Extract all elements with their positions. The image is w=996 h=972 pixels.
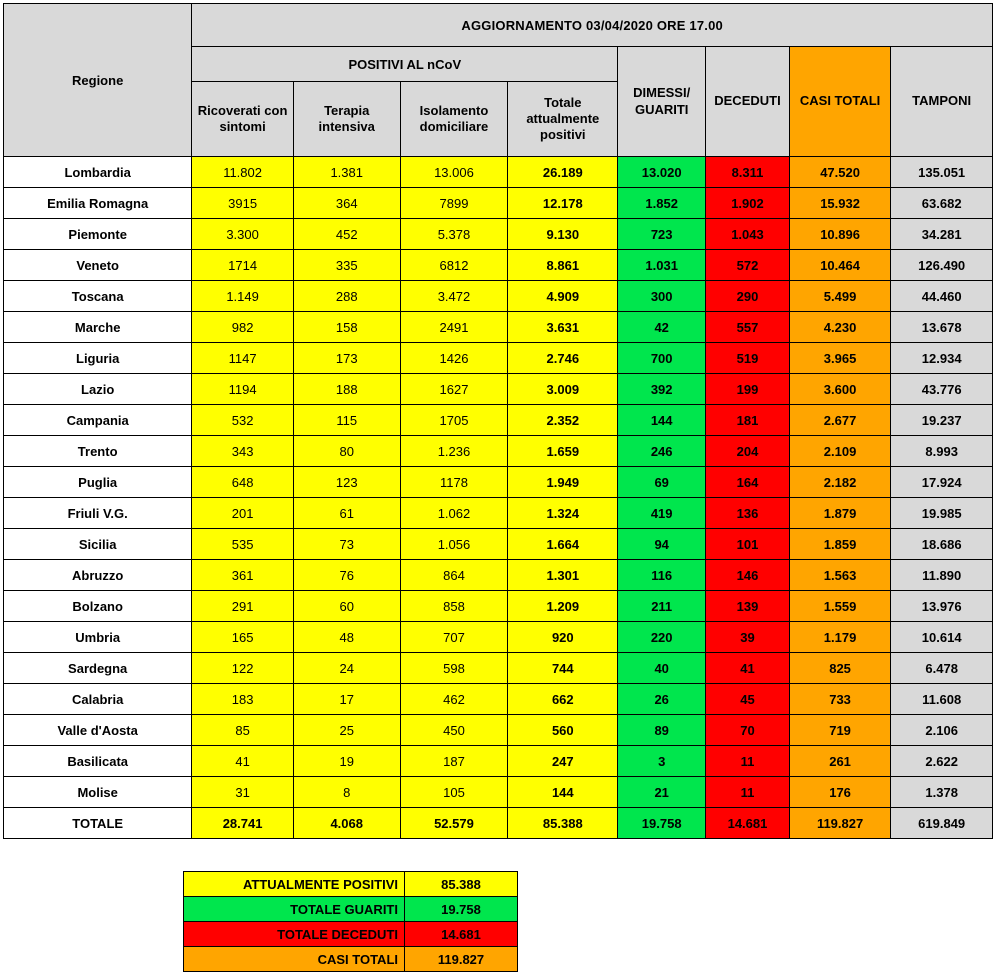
cell-umbria-c8: 10.614 xyxy=(891,622,993,653)
cell-liguria-c8: 12.934 xyxy=(891,343,993,374)
cell-veneto-c5: 1.031 xyxy=(618,250,706,281)
cell-molise-c8: 1.378 xyxy=(891,777,993,808)
region-cell-abruzzo: Abruzzo xyxy=(4,560,192,591)
cell-emilia-romagna-c3: 7899 xyxy=(400,188,508,219)
table-row xyxy=(4,622,993,653)
region-cell-calabria: Calabria xyxy=(4,684,192,715)
cell-toscana-c6: 290 xyxy=(706,281,790,312)
cell-abruzzo-c5: 116 xyxy=(618,560,706,591)
cell-marche-c4: 3.631 xyxy=(508,312,618,343)
cell-friuli-v-g-c6: 136 xyxy=(706,498,790,529)
header-col-totale-positivi: Totale attualmente positivi xyxy=(508,82,618,157)
legend-row-totale-deceduti xyxy=(184,922,518,947)
cell-umbria-c6: 39 xyxy=(706,622,790,653)
cell-piemonte-c6: 1.043 xyxy=(706,219,790,250)
cell-lombardia-c5: 13.020 xyxy=(618,157,706,188)
region-cell-valle-d-aosta: Valle d'Aosta xyxy=(4,715,192,746)
cell-basilicata-c6: 11 xyxy=(706,746,790,777)
cell-molise-c2: 8 xyxy=(293,777,400,808)
cell-sardegna-c1: 122 xyxy=(192,653,294,684)
cell-friuli-v-g-c3: 1.062 xyxy=(400,498,508,529)
table-row xyxy=(4,405,993,436)
cell-puglia-c5: 69 xyxy=(618,467,706,498)
cell-friuli-v-g-c5: 419 xyxy=(618,498,706,529)
cell-campania-c3: 1705 xyxy=(400,405,508,436)
cell-toscana-c1: 1.149 xyxy=(192,281,294,312)
table-row xyxy=(4,715,993,746)
region-cell-campania: Campania xyxy=(4,405,192,436)
cell-liguria-c7: 3.965 xyxy=(789,343,891,374)
legend-value-totale-guariti: 19.758 xyxy=(405,897,518,922)
cell-marche-c6: 557 xyxy=(706,312,790,343)
cell-lazio-c8: 43.776 xyxy=(891,374,993,405)
region-cell-lazio: Lazio xyxy=(4,374,192,405)
table-row xyxy=(4,560,993,591)
cell-marche-c1: 982 xyxy=(192,312,294,343)
cell-sicilia-c2: 73 xyxy=(293,529,400,560)
cell-toscana-c4: 4.909 xyxy=(508,281,618,312)
cell-friuli-v-g-c7: 1.879 xyxy=(789,498,891,529)
legend-row-casi-totali xyxy=(184,947,518,972)
legend-label-totale-deceduti: TOTALE DECEDUTI xyxy=(184,922,405,947)
cell-bolzano-c7: 1.559 xyxy=(789,591,891,622)
cell-veneto-c3: 6812 xyxy=(400,250,508,281)
cell-lombardia-c6: 8.311 xyxy=(706,157,790,188)
cell-calabria-c2: 17 xyxy=(293,684,400,715)
cell-liguria-c5: 700 xyxy=(618,343,706,374)
table-row xyxy=(4,219,993,250)
table-row xyxy=(4,436,993,467)
cell-liguria-c6: 519 xyxy=(706,343,790,374)
cell-abruzzo-c4: 1.301 xyxy=(508,560,618,591)
cell-trento-c6: 204 xyxy=(706,436,790,467)
cell-sicilia-c6: 101 xyxy=(706,529,790,560)
cell-valle-d-aosta-c1: 85 xyxy=(192,715,294,746)
cell-puglia-c1: 648 xyxy=(192,467,294,498)
cell-liguria-c2: 173 xyxy=(293,343,400,374)
cell-calabria-c1: 183 xyxy=(192,684,294,715)
cell-trento-c2: 80 xyxy=(293,436,400,467)
cell-umbria-c5: 220 xyxy=(618,622,706,653)
cell-marche-c7: 4.230 xyxy=(789,312,891,343)
cell-veneto-c7: 10.464 xyxy=(789,250,891,281)
table-row xyxy=(4,467,993,498)
cell-calabria-c3: 462 xyxy=(400,684,508,715)
cell-veneto-c2: 335 xyxy=(293,250,400,281)
cell-trento-c8: 8.993 xyxy=(891,436,993,467)
cell-emilia-romagna-c7: 15.932 xyxy=(789,188,891,219)
header-group-positivi: POSITIVI AL nCoV xyxy=(192,47,618,82)
cell-veneto-c6: 572 xyxy=(706,250,790,281)
cell-umbria-c7: 1.179 xyxy=(789,622,891,653)
cell-liguria-c4: 2.746 xyxy=(508,343,618,374)
regional-data-table xyxy=(3,3,993,839)
legend-row-totale-guariti xyxy=(184,897,518,922)
cell-lombardia-c1: 11.802 xyxy=(192,157,294,188)
header-col-tamponi: TAMPONI xyxy=(891,47,993,157)
cell-trento-c1: 343 xyxy=(192,436,294,467)
cell-sardegna-c6: 41 xyxy=(706,653,790,684)
region-cell-umbria: Umbria xyxy=(4,622,192,653)
cell-bolzano-c3: 858 xyxy=(400,591,508,622)
legend xyxy=(183,871,996,972)
cell-basilicata-c5: 3 xyxy=(618,746,706,777)
cell-abruzzo-c1: 361 xyxy=(192,560,294,591)
table-row xyxy=(4,777,993,808)
table-row xyxy=(4,250,993,281)
cell-bolzano-c4: 1.209 xyxy=(508,591,618,622)
header-col-casi-totali: CASI TOTALI xyxy=(789,47,891,157)
cell-puglia-c6: 164 xyxy=(706,467,790,498)
cell-bolzano-c6: 139 xyxy=(706,591,790,622)
cell-piemonte-c8: 34.281 xyxy=(891,219,993,250)
legend-table xyxy=(183,871,518,972)
cell-abruzzo-c3: 864 xyxy=(400,560,508,591)
cell-valle-d-aosta-c6: 70 xyxy=(706,715,790,746)
cell-campania-c4: 2.352 xyxy=(508,405,618,436)
legend-value-attualmente-positivi: 85.388 xyxy=(405,872,518,897)
cell-toscana-c8: 44.460 xyxy=(891,281,993,312)
header-col-dimessi-guariti: DIMESSI/ GUARITI xyxy=(618,47,706,157)
cell-sardegna-c7: 825 xyxy=(789,653,891,684)
cell-campania-c5: 144 xyxy=(618,405,706,436)
cell-piemonte-c1: 3.300 xyxy=(192,219,294,250)
cell-lazio-c6: 199 xyxy=(706,374,790,405)
region-cell-toscana: Toscana xyxy=(4,281,192,312)
cell-basilicata-c1: 41 xyxy=(192,746,294,777)
cell-umbria-c1: 165 xyxy=(192,622,294,653)
cell-calabria-c6: 45 xyxy=(706,684,790,715)
cell-totale-c3: 52.579 xyxy=(400,808,508,839)
cell-lazio-c4: 3.009 xyxy=(508,374,618,405)
region-cell-sicilia: Sicilia xyxy=(4,529,192,560)
header-col-ricoverati: Ricoverati con sintomi xyxy=(192,82,294,157)
cell-valle-d-aosta-c7: 719 xyxy=(789,715,891,746)
legend-label-casi-totali: CASI TOTALI xyxy=(184,947,405,972)
cell-marche-c8: 13.678 xyxy=(891,312,993,343)
cell-campania-c1: 532 xyxy=(192,405,294,436)
cell-abruzzo-c2: 76 xyxy=(293,560,400,591)
cell-calabria-c4: 662 xyxy=(508,684,618,715)
cell-piemonte-c7: 10.896 xyxy=(789,219,891,250)
cell-calabria-c7: 733 xyxy=(789,684,891,715)
covid-regional-table-page xyxy=(0,3,996,967)
cell-molise-c7: 176 xyxy=(789,777,891,808)
cell-basilicata-c4: 247 xyxy=(508,746,618,777)
region-cell-lombardia: Lombardia xyxy=(4,157,192,188)
table-row xyxy=(4,498,993,529)
cell-lombardia-c3: 13.006 xyxy=(400,157,508,188)
cell-sicilia-c7: 1.859 xyxy=(789,529,891,560)
cell-umbria-c2: 48 xyxy=(293,622,400,653)
region-cell-trento: Trento xyxy=(4,436,192,467)
table-row xyxy=(4,529,993,560)
cell-sardegna-c3: 598 xyxy=(400,653,508,684)
cell-trento-c4: 1.659 xyxy=(508,436,618,467)
table-row xyxy=(4,157,993,188)
cell-valle-d-aosta-c3: 450 xyxy=(400,715,508,746)
cell-abruzzo-c8: 11.890 xyxy=(891,560,993,591)
table-row xyxy=(4,684,993,715)
region-cell-marche: Marche xyxy=(4,312,192,343)
cell-totale-c8: 619.849 xyxy=(891,808,993,839)
cell-molise-c1: 31 xyxy=(192,777,294,808)
region-cell-veneto: Veneto xyxy=(4,250,192,281)
cell-molise-c5: 21 xyxy=(618,777,706,808)
cell-campania-c7: 2.677 xyxy=(789,405,891,436)
cell-toscana-c5: 300 xyxy=(618,281,706,312)
cell-sicilia-c5: 94 xyxy=(618,529,706,560)
cell-lombardia-c4: 26.189 xyxy=(508,157,618,188)
table-row xyxy=(4,591,993,622)
cell-calabria-c8: 11.608 xyxy=(891,684,993,715)
region-cell-basilicata: Basilicata xyxy=(4,746,192,777)
cell-bolzano-c1: 291 xyxy=(192,591,294,622)
cell-emilia-romagna-c5: 1.852 xyxy=(618,188,706,219)
cell-molise-c6: 11 xyxy=(706,777,790,808)
cell-marche-c5: 42 xyxy=(618,312,706,343)
header-col-terapia-intensiva: Terapia intensiva xyxy=(293,82,400,157)
legend-row-attualmente-positivi xyxy=(184,872,518,897)
cell-bolzano-c8: 13.976 xyxy=(891,591,993,622)
legend-label-totale-guariti: TOTALE GUARITI xyxy=(184,897,405,922)
cell-sardegna-c2: 24 xyxy=(293,653,400,684)
cell-valle-d-aosta-c2: 25 xyxy=(293,715,400,746)
cell-lombardia-c7: 47.520 xyxy=(789,157,891,188)
region-cell-piemonte: Piemonte xyxy=(4,219,192,250)
cell-veneto-c4: 8.861 xyxy=(508,250,618,281)
cell-totale-c6: 14.681 xyxy=(706,808,790,839)
cell-friuli-v-g-c4: 1.324 xyxy=(508,498,618,529)
cell-umbria-c3: 707 xyxy=(400,622,508,653)
cell-liguria-c1: 1147 xyxy=(192,343,294,374)
cell-basilicata-c7: 261 xyxy=(789,746,891,777)
cell-friuli-v-g-c8: 19.985 xyxy=(891,498,993,529)
cell-toscana-c7: 5.499 xyxy=(789,281,891,312)
table-row xyxy=(4,343,993,374)
cell-piemonte-c4: 9.130 xyxy=(508,219,618,250)
cell-emilia-romagna-c1: 3915 xyxy=(192,188,294,219)
legend-value-casi-totali: 119.827 xyxy=(405,947,518,972)
region-cell-sardegna: Sardegna xyxy=(4,653,192,684)
cell-lazio-c1: 1194 xyxy=(192,374,294,405)
cell-totale-c5: 19.758 xyxy=(618,808,706,839)
region-cell-emilia-romagna: Emilia Romagna xyxy=(4,188,192,219)
cell-liguria-c3: 1426 xyxy=(400,343,508,374)
cell-sardegna-c8: 6.478 xyxy=(891,653,993,684)
cell-trento-c5: 246 xyxy=(618,436,706,467)
cell-valle-d-aosta-c4: 560 xyxy=(508,715,618,746)
table-row xyxy=(4,653,993,684)
legend-value-totale-deceduti: 14.681 xyxy=(405,922,518,947)
cell-emilia-romagna-c6: 1.902 xyxy=(706,188,790,219)
cell-sardegna-c5: 40 xyxy=(618,653,706,684)
table-row xyxy=(4,746,993,777)
cell-sicilia-c4: 1.664 xyxy=(508,529,618,560)
cell-basilicata-c3: 187 xyxy=(400,746,508,777)
cell-sicilia-c3: 1.056 xyxy=(400,529,508,560)
cell-puglia-c3: 1178 xyxy=(400,467,508,498)
cell-valle-d-aosta-c5: 89 xyxy=(618,715,706,746)
cell-campania-c2: 115 xyxy=(293,405,400,436)
cell-piemonte-c5: 723 xyxy=(618,219,706,250)
table-row xyxy=(4,312,993,343)
cell-puglia-c4: 1.949 xyxy=(508,467,618,498)
header-region-label: Regione xyxy=(4,4,192,157)
cell-piemonte-c3: 5.378 xyxy=(400,219,508,250)
cell-valle-d-aosta-c8: 2.106 xyxy=(891,715,993,746)
cell-trento-c3: 1.236 xyxy=(400,436,508,467)
cell-toscana-c2: 288 xyxy=(293,281,400,312)
cell-lombardia-c2: 1.381 xyxy=(293,157,400,188)
cell-abruzzo-c6: 146 xyxy=(706,560,790,591)
cell-bolzano-c2: 60 xyxy=(293,591,400,622)
cell-umbria-c4: 920 xyxy=(508,622,618,653)
table-row xyxy=(4,374,993,405)
cell-campania-c8: 19.237 xyxy=(891,405,993,436)
cell-totale-c4: 85.388 xyxy=(508,808,618,839)
cell-lazio-c3: 1627 xyxy=(400,374,508,405)
cell-trento-c7: 2.109 xyxy=(789,436,891,467)
cell-emilia-romagna-c4: 12.178 xyxy=(508,188,618,219)
cell-campania-c6: 181 xyxy=(706,405,790,436)
region-cell-puglia: Puglia xyxy=(4,467,192,498)
cell-lazio-c2: 188 xyxy=(293,374,400,405)
header-update-title: AGGIORNAMENTO 03/04/2020 ORE 17.00 xyxy=(192,4,993,47)
cell-friuli-v-g-c1: 201 xyxy=(192,498,294,529)
cell-molise-c3: 105 xyxy=(400,777,508,808)
cell-sicilia-c8: 18.686 xyxy=(891,529,993,560)
table-row xyxy=(4,188,993,219)
cell-bolzano-c5: 211 xyxy=(618,591,706,622)
cell-basilicata-c8: 2.622 xyxy=(891,746,993,777)
cell-sicilia-c1: 535 xyxy=(192,529,294,560)
cell-lazio-c7: 3.600 xyxy=(789,374,891,405)
cell-basilicata-c2: 19 xyxy=(293,746,400,777)
table-row xyxy=(4,281,993,312)
region-cell-friuli-v-g: Friuli V.G. xyxy=(4,498,192,529)
cell-abruzzo-c7: 1.563 xyxy=(789,560,891,591)
cell-friuli-v-g-c2: 61 xyxy=(293,498,400,529)
cell-calabria-c5: 26 xyxy=(618,684,706,715)
cell-veneto-c8: 126.490 xyxy=(891,250,993,281)
region-cell-totale: TOTALE xyxy=(4,808,192,839)
cell-toscana-c3: 3.472 xyxy=(400,281,508,312)
cell-totale-c1: 28.741 xyxy=(192,808,294,839)
cell-emilia-romagna-c2: 364 xyxy=(293,188,400,219)
cell-totale-c2: 4.068 xyxy=(293,808,400,839)
cell-puglia-c7: 2.182 xyxy=(789,467,891,498)
cell-sardegna-c4: 744 xyxy=(508,653,618,684)
cell-puglia-c8: 17.924 xyxy=(891,467,993,498)
cell-marche-c2: 158 xyxy=(293,312,400,343)
region-cell-bolzano: Bolzano xyxy=(4,591,192,622)
header-col-isolamento-domiciliare: Isolamento domiciliare xyxy=(400,82,508,157)
cell-lombardia-c8: 135.051 xyxy=(891,157,993,188)
cell-molise-c4: 144 xyxy=(508,777,618,808)
table-row xyxy=(4,808,993,839)
cell-lazio-c5: 392 xyxy=(618,374,706,405)
cell-totale-c7: 119.827 xyxy=(789,808,891,839)
legend-label-attualmente-positivi: ATTUALMENTE POSITIVI xyxy=(184,872,405,897)
cell-veneto-c1: 1714 xyxy=(192,250,294,281)
region-cell-liguria: Liguria xyxy=(4,343,192,374)
region-cell-molise: Molise xyxy=(4,777,192,808)
cell-puglia-c2: 123 xyxy=(293,467,400,498)
cell-piemonte-c2: 452 xyxy=(293,219,400,250)
cell-marche-c3: 2491 xyxy=(400,312,508,343)
cell-emilia-romagna-c8: 63.682 xyxy=(891,188,993,219)
header-col-deceduti: DECEDUTI xyxy=(706,47,790,157)
